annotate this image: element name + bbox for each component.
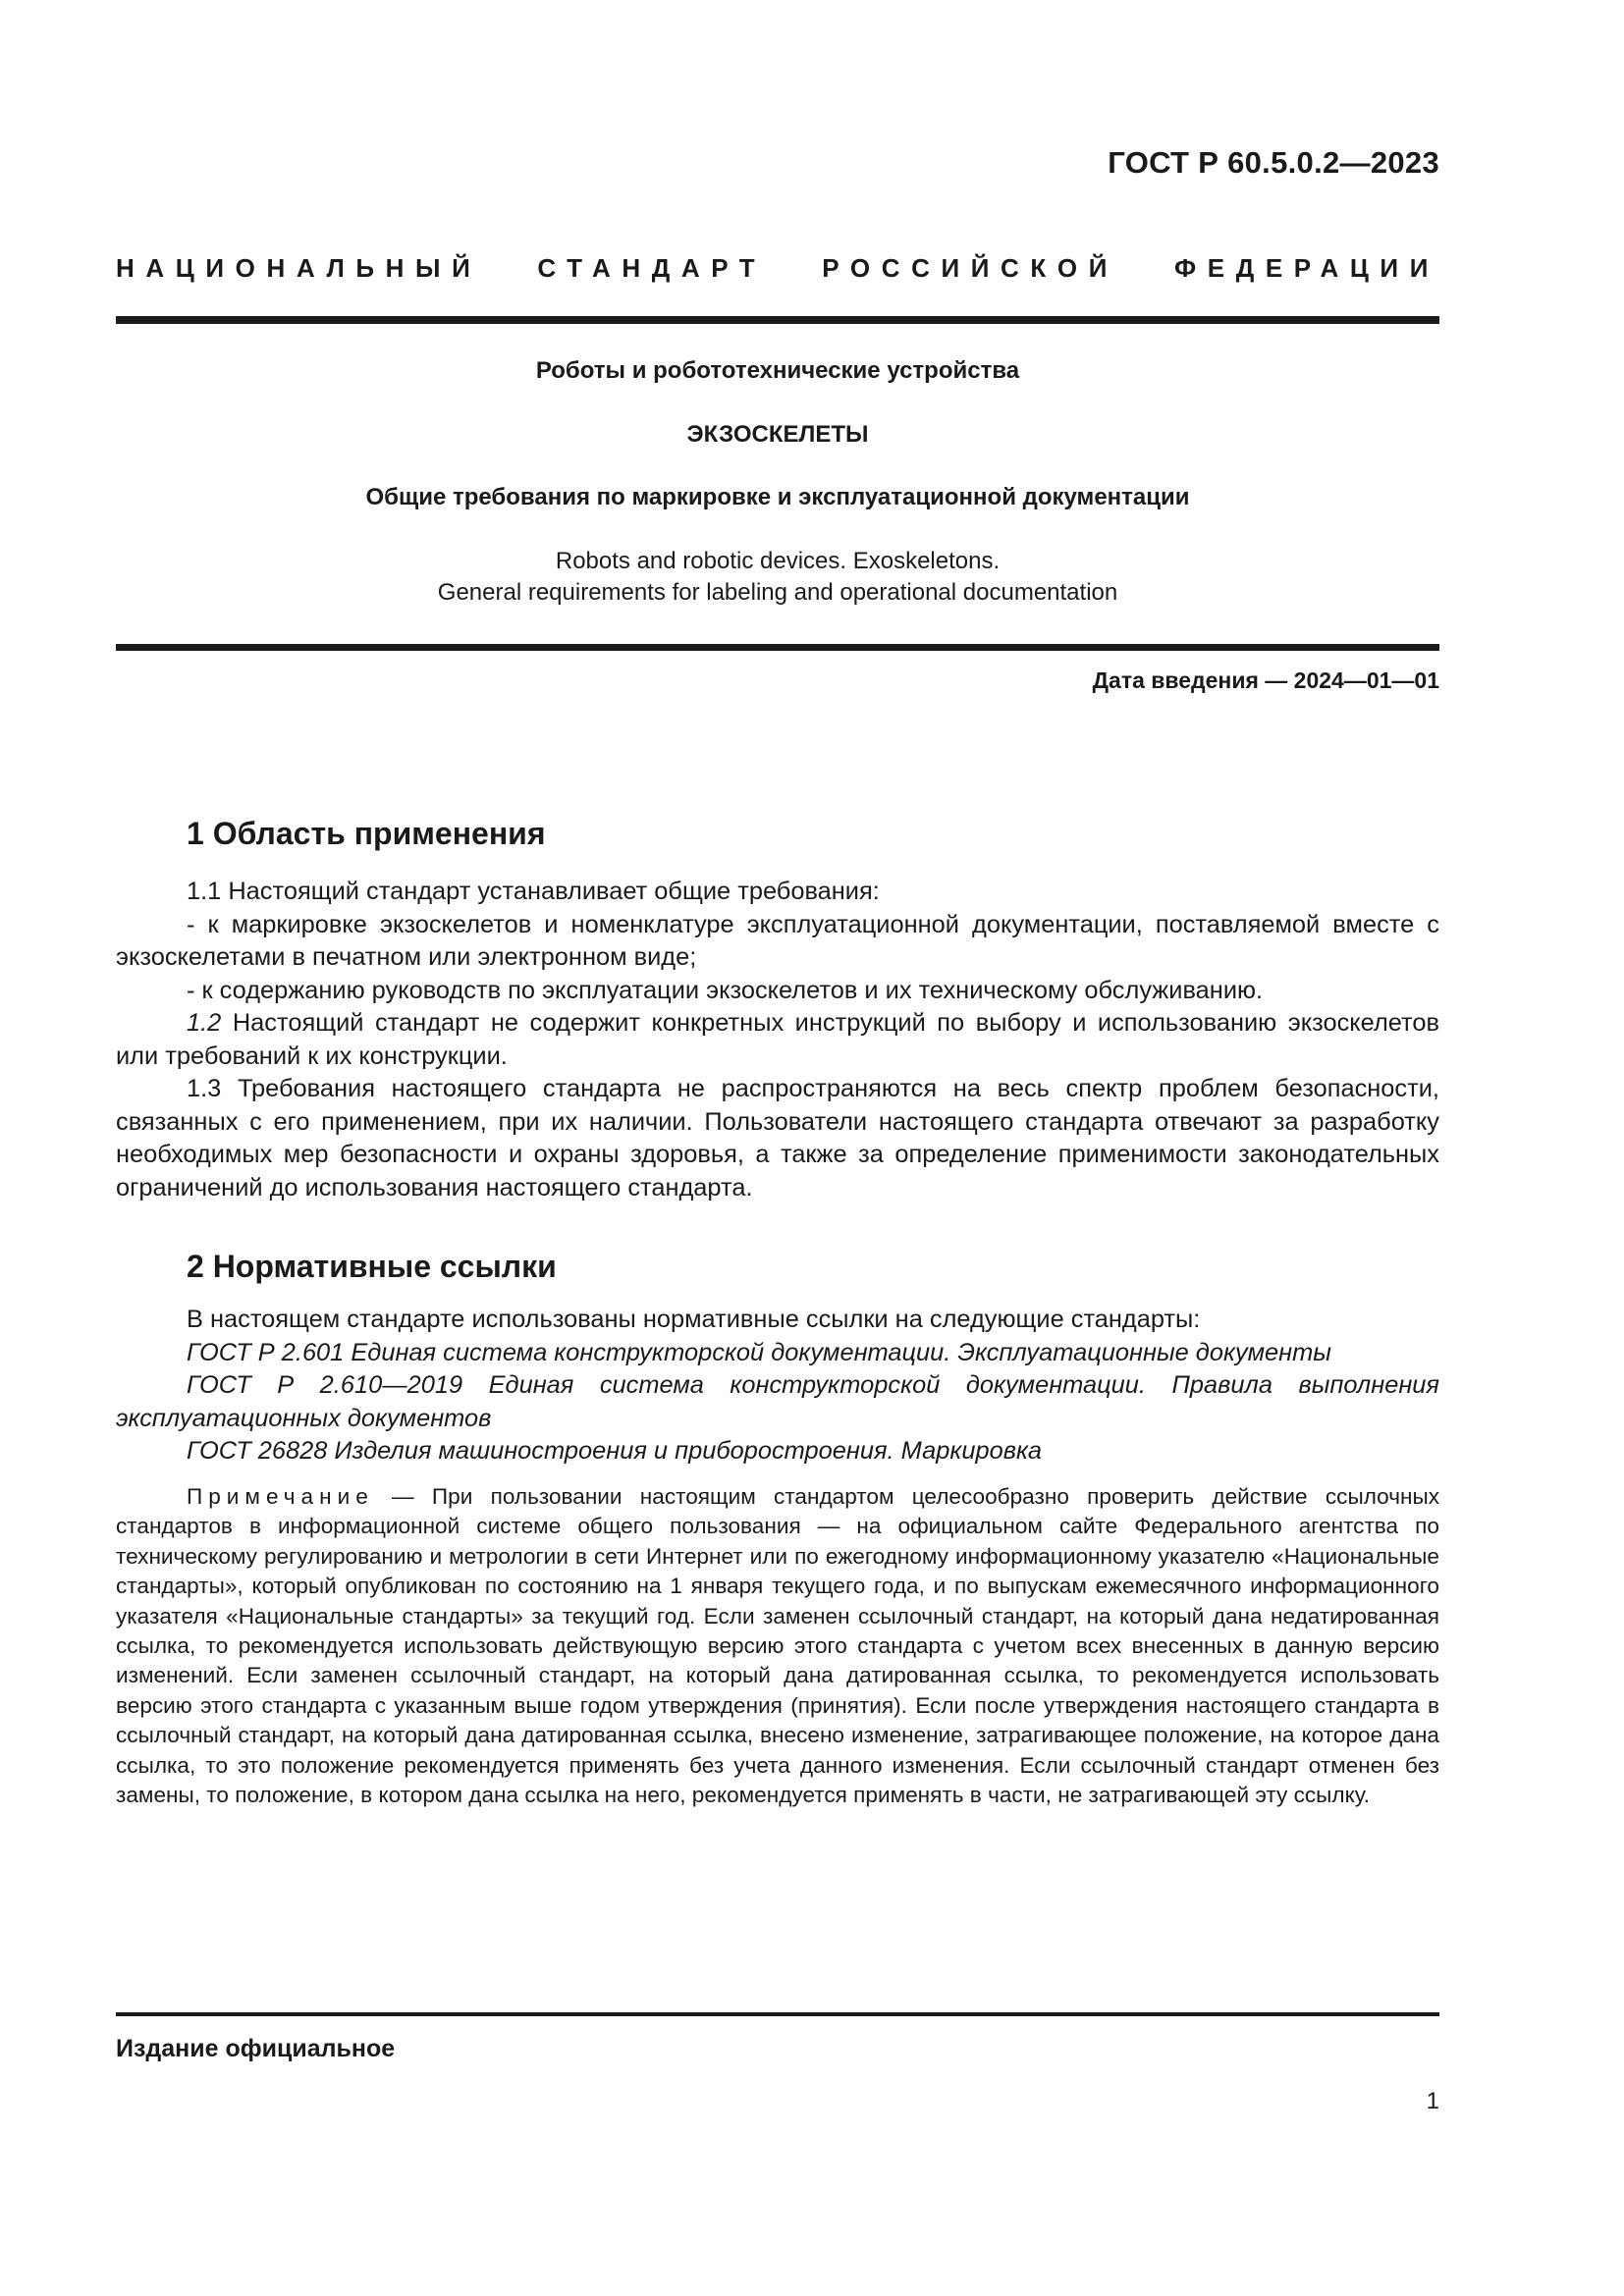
document-number: ГОСТ Р 60.5.0.2—2023 (1108, 145, 1439, 180)
topic-title: Роботы и робототехнические устройства (535, 357, 1020, 384)
note (116, 1482, 1439, 1810)
paragraph-1-3: 1.3 Требования настоящего стандарта не распространяются на весь спектр проблем безопасности, связанных с его применением, при их наличии. Пользователи настоящего стандарта отвечают за разработку необходимых мер безопасности и охраны здоровья, а также за определение применимости законодательных ограничений до использования настоящего стандарта. (116, 1075, 1439, 1201)
references-intro: В настоящем стандарте использованы нормативные ссылки на следующие стандарты: (187, 1306, 1201, 1333)
section-1-heading: 1 Область применения (187, 816, 546, 851)
note-label: Примечание (187, 1484, 374, 1509)
paragraph-1-1: 1.1 Настоящий стандарт устанавливает общие требования: (187, 878, 880, 905)
english-title-line2: General requirements for labeling and operational documentation (437, 579, 1118, 606)
introduction-date: Дата введения — 2024—01—01 (1092, 667, 1439, 693)
paragraph-1-2-number: 1.2 (187, 1009, 222, 1037)
national-standard-title: НАЦИОНАЛЬНЫЙ СТАНДАРТ РОССИЙСКОЙ ФЕДЕРАЦИИ (116, 253, 1439, 283)
paragraph-1-1-item-b: - к содержанию руководств по эксплуатации экзоскелетов и их техническому обслуживанию. (187, 976, 1264, 1004)
reference-gost-2-601: ГОСТ Р 2.601 Единая система конструкторской документации. Эксплуатационные документы (187, 1338, 1331, 1366)
reference-gost-26828: ГОСТ 26828 Изделия машиностроения и приборостроения. Маркировка (187, 1437, 1043, 1465)
section-2-heading: 2 Нормативные ссылки (187, 1249, 557, 1284)
subtitle: Общие требования по маркировке и эксплуатационной документации (365, 484, 1190, 510)
paragraph-1-2 (116, 1007, 1439, 1073)
english-title (116, 546, 1439, 609)
english-title-line1: Robots and robotic devices. Exoskeletons. (555, 548, 1001, 574)
middle-divider (116, 644, 1439, 651)
paragraph-1-2-text: Настоящий стандарт не содержит конкретных инструкций по выбору и использованию экзоскелетов или требований к их конструкции. (116, 1009, 1439, 1070)
official-edition-label: Издание официальное (116, 2035, 396, 2062)
main-title: ЭКЗОСКЕЛЕТЫ (686, 421, 869, 448)
paragraph-1-1-item-a: - к маркировке экзоскелетов и номенклатуре эксплуатационной документации, поставляемой вместе с экзоскелетами в печатном или электронном виде; (116, 910, 1439, 971)
section-1-body (116, 876, 1439, 1204)
page-number: 1 (1426, 2088, 1439, 2114)
top-divider (116, 316, 1439, 324)
note-text: — При пользовании настоящим стандартом целесообразно проверить действие ссылочных стандартов в информационной системе общего пользования — на официальном сайте Федерального агентства по техническому регулированию и метрологии в сети Интернет или по ежегодному информационному указателю «Национальные стандарты», который опубликован по состоянию на 1 января текущего года, и по выпускам ежемесячного информационного указателя «Национальные стандарты» за текущий год. Если заменен ссылочный стандарт, на который дана недатированная ссылка, то рекомендуется использовать действующую версию этого стандарта с учетом всех внесенных в данную версию изменений. Если заменен ссылочный стандарт, на который дана датированная ссылка, то рекомендуется использовать версию этого стандарта с указанным выше годом утверждения (принятия). Если после утверждения настоящего стандарта в ссылочный стандарт, на который дана датированная ссылка, внесено изменение, затрагивающее положение, на которое дана ссылка, то это положение рекомендуется применять без учета данного изменения. Если ссылочный стандарт отменен без замены, то положение, в котором дана ссылка на него, рекомендуется применять в части, не затрагивающей эту ссылку. (116, 1484, 1439, 1808)
reference-gost-2-610: ГОСТ Р 2.610—2019 Единая система конструкторской документации. Правила выполнения эксплуатационных документов (116, 1371, 1439, 1432)
section-2-body (116, 1304, 1439, 1468)
bottom-divider (116, 2012, 1439, 2016)
